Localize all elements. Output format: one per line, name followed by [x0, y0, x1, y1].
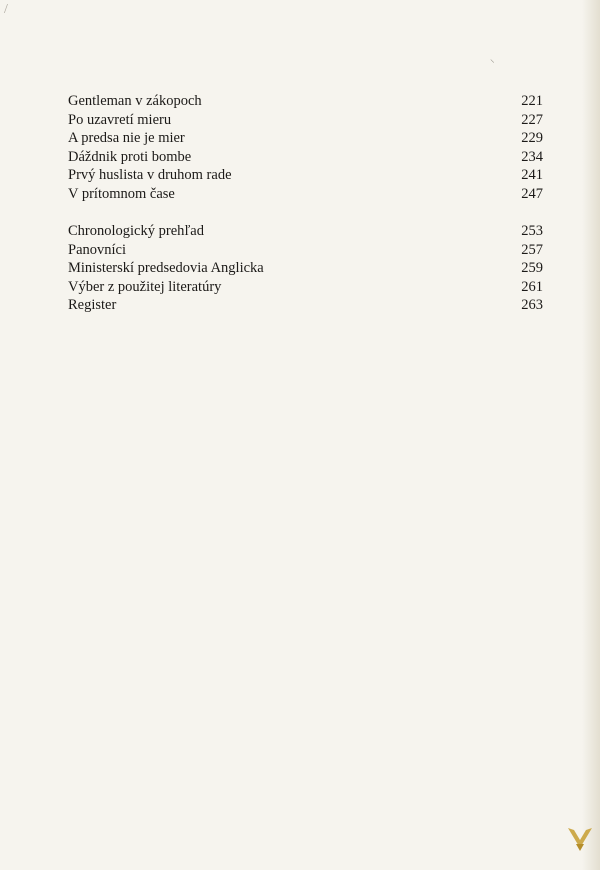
toc-entry-page: 247 — [521, 185, 543, 202]
toc-entry-title: Panovníci — [68, 241, 126, 258]
toc-entry-title: Prvý huslista v druhom rade — [68, 167, 232, 183]
toc-entry — [68, 296, 543, 315]
toc-entry-page: 241 — [521, 167, 543, 183]
toc-entry-page: 259 — [521, 260, 543, 276]
toc-entry-title: Výber z použitej literatúry — [68, 278, 222, 295]
gold-ribbon-ornament-icon — [566, 826, 594, 852]
toc-entry — [68, 259, 543, 278]
toc-entry — [68, 222, 543, 241]
toc-entry — [68, 111, 543, 130]
toc-group-appendices — [68, 222, 543, 315]
toc-entry-title: Po uzavretí mieru — [68, 111, 172, 128]
toc-entry — [68, 92, 543, 111]
toc-entry — [68, 148, 543, 167]
pencil-mark-icon: / — [4, 2, 8, 17]
toc-entry-title: Ministerskí predsedovia Anglicka — [68, 260, 264, 276]
toc-entry-page: 261 — [521, 278, 543, 295]
dot-mark-icon: ⸜ — [490, 54, 495, 64]
toc-entry-page: 221 — [521, 93, 543, 109]
toc-entry-page: 263 — [521, 297, 543, 313]
toc-entry-page: 253 — [521, 223, 543, 239]
toc-entry-page: 229 — [521, 130, 543, 146]
toc-group-chapters — [68, 92, 543, 203]
toc-entry-title: Register — [68, 297, 117, 313]
toc-entry-title: V prítomnom čase — [68, 185, 175, 202]
toc-entry — [68, 185, 543, 204]
toc-entry-title: A predsa nie je mier — [68, 130, 185, 146]
toc-entry-page: 257 — [521, 241, 543, 258]
table-of-contents — [68, 92, 543, 315]
toc-entry-title: Chronologický prehľad — [68, 223, 204, 239]
toc-entry-title: Dáždnik proti bombe — [68, 148, 192, 165]
toc-entry-page: 227 — [521, 111, 543, 128]
toc-entry — [68, 241, 543, 260]
page-edge-shadow — [582, 0, 600, 870]
toc-entry-title: Gentleman v zákopoch — [68, 93, 202, 109]
toc-entry-page: 234 — [521, 148, 543, 165]
toc-entry — [68, 278, 543, 297]
toc-entry — [68, 166, 543, 185]
toc-entry — [68, 129, 543, 148]
